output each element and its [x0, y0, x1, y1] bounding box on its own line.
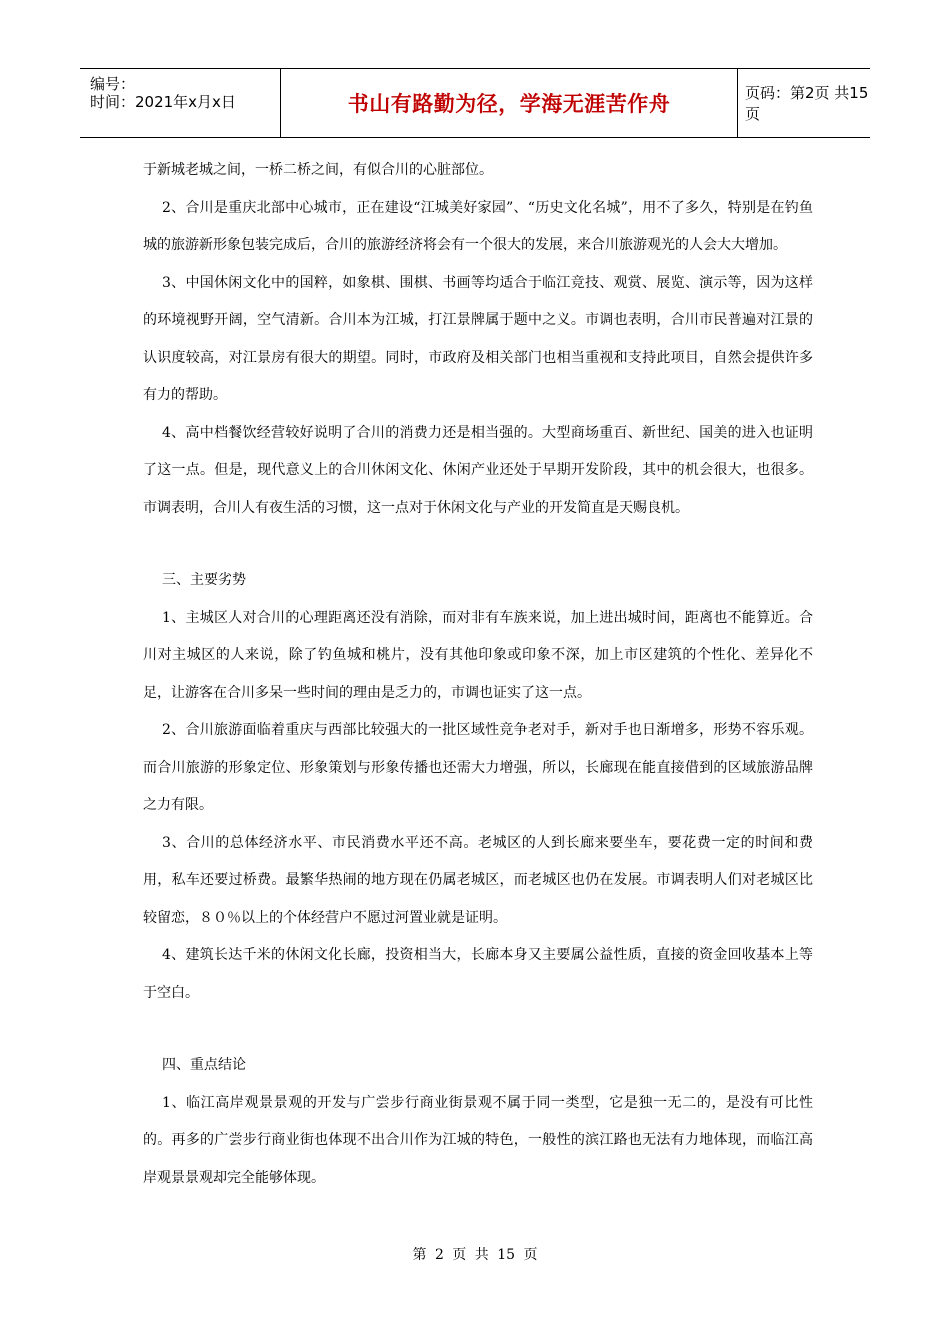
paragraph-advantage-2: 2、合川是重庆北部中心城市，正在建设“江城美好家园”、“历史文化名城”，用不了多久，特别是在钓鱼城的旅游新形象包装完成后，合川的旅游经济将会有一个很大的发展，来合川旅游观光的人会大大增加。 [143, 199, 813, 253]
paragraph-weakness-4: 4、建筑长达千米的休闲文化长廊，投资相当大，长廊本身又主要属公益性质，直接的资金回收基本上等于空白。 [143, 947, 813, 1001]
document-body [143, 152, 813, 1197]
header-motto: 书山有路勤为径，学海无涯苦作舟 [347, 92, 671, 116]
section-spacer [143, 1012, 813, 1047]
page-header [80, 68, 870, 138]
paragraph-advantage-4: 4、高中档餐饮经营较好说明了合川的消费力还是相当强的。大型商场重百、新世纪、国美的进入也证明了这一点。但是，现代意义上的合川休闲文化、休闲产业还处于早期开发阶段，其中的机会很大，也很多。市调表明，合川人有夜生活的习惯，这一点对于休闲文化与产业的开发简直是天赐良机。 [143, 424, 813, 516]
paragraph-conclusion-1: 1、临江高岸观景景观的开发与广尝步行商业街景观不属于同一类型，它是独一无二的，是没有可比性的。再多的广尝步行商业街也体现不出合川作为江城的特色，一般性的滨江路也无法有力地体现，而临江高岸观景景观却完全能够体现。 [143, 1094, 813, 1186]
paragraph-continuation: 于新城老城之间，一桥二桥之间，有似合川的心脏部位。 [143, 162, 493, 178]
section-heading-conclusions: 四、重点结论 [162, 1057, 246, 1073]
paragraph-weakness-2: 2、合川旅游面临着重庆与西部比较强大的一批区域性竞争老对手，新对手也日渐增多，形势不容乐观。而合川旅游的形象定位、形象策划与形象传播也还需大力增强，所以，长廊现在能直接借到的区域旅游品牌之力有限。 [143, 722, 813, 813]
section-heading-weaknesses: 三、主要劣势 [162, 572, 246, 588]
paragraph-advantage-3: 3、中国休闲文化中的国粹，如象棋、围棋、书画等均适合于临江竞技、观赏、展览、演示等，因为这样的环境视野开阔，空气清新。合川本为江城，打江景牌属于题中之义。市调也表明，合川市民普遍对江景的认识度较高，对江景房有很大的期望。同时，市政府及相关部门也相当重视和支持此项目，自然会提供许多有力的帮助。 [143, 274, 813, 403]
header-page-label: 页码：第2页 共15页 [745, 84, 869, 123]
section-spacer [143, 527, 813, 562]
paragraph-weakness-1: 1、主城区人对合川的心理距离还没有消除，而对非有车族来说，加上进出城时间，距离也不能算近。合川对主城区的人来说，除了钓鱼城和桃片，没有其他印象或印象不深，加上市区建筑的个性化、差异化不足，让游客在合川多呆一些时间的理由是乏力的，市调也证实了这一点。 [143, 609, 813, 701]
page-footer: 第 2 页 共 15 页 [412, 1247, 538, 1263]
header-page-cell [737, 69, 870, 137]
header-motto-cell [280, 69, 738, 137]
paragraph-weakness-3: 3、合川的总体经济水平、市民消费水平还不高。老城区的人到长廊来要坐车，要花费一定的时间和费用，私车还要过桥费。最繁华热闹的地方现在仍属老城区，而老城区也仍在发展。市调表明人们对老城区比较留恋，８０％以上的个体经营户不愿过河置业就是证明。 [143, 834, 813, 926]
date-label: 时间：2021年x月x日 [90, 93, 236, 111]
number-label: 编号： [90, 75, 136, 93]
header-meta [80, 69, 280, 137]
